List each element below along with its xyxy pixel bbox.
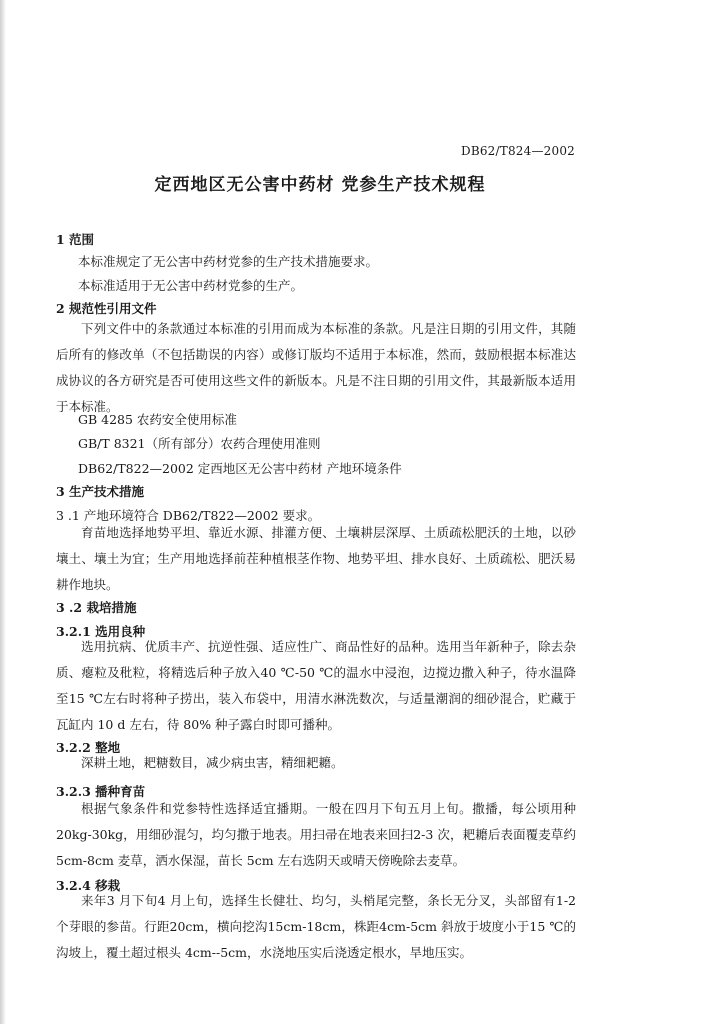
scan-edge-shadow: [0, 0, 6, 1024]
reference-item: GB/T 8321（所有部分）农药合理使用准则: [78, 436, 321, 451]
standard-code: DB62/T824—2002: [461, 144, 575, 158]
sowing-paragraph: 根据气象条件和党参特性选择适宜播期。一般在四月下旬五月上旬。撒播，每公顷用种20kg-30kg，用细砂混匀，均匀撒于地表。用扫帚在地表来回扫2-3 次，耙耱后表面覆麦草约5cm-8cm 麦草，洒水保湿，苗长 5cm 左右选阴天或晴天傍晚除去麦草。: [56, 801, 576, 868]
normative-intro-paragraph: 下列文件中的条款通过本标准的引用而成为本标准的条款。凡是注日期的引用文件，其随后所有的修改单（不包括勘误的内容）或修订版均不适用于本标准，然而，鼓励根据本标准达成协议的各方研究是否可使用这些文件的新版本。凡是不注日期的引用文件，其最新版本适用于本标准。: [56, 321, 576, 414]
section-3-heading: 3 生产技术措施: [56, 484, 145, 499]
clause-3-2-1-heading: 3.2.1 选用良种: [56, 624, 146, 639]
reference-item: DB62/T822—2002 定西地区无公害中药材 产地环境条件: [78, 461, 402, 476]
clause-3-2-heading: 3 .2 栽培措施: [56, 600, 137, 615]
transplant-paragraph: 来年3 月下旬4 月上旬，选择生长健壮、均匀，头梢尾完整，条长无分叉，头部留有1-2 个芽眼的参苗。行距20cm，横向挖沟15cm-18cm，株距4cm-5cm 斜放于坡度小于15 ℃的沟坡上，覆土超过根头 4cm--5cm，水浇地压实后浇透定根水，旱地压实。: [56, 893, 576, 960]
reference-item: GB 4285 农药安全使用标准: [78, 412, 237, 427]
section-2-heading: 2 规范性引用文件: [56, 301, 157, 316]
clause-3-2-2-heading: 3.2.2 整地: [56, 740, 121, 755]
clause-3-2-4-heading: 3.2.4 移栽: [56, 878, 121, 893]
document-title: 定西地区无公害中药材 党参生产技术规程: [154, 175, 486, 195]
clause-3-2-3-heading: 3.2.3 播种育苗: [56, 784, 146, 799]
site-selection-paragraph: 育苗地选择地势平坦、靠近水源、排灌方便、土壤耕层深厚、土质疏松肥沃的土地，以砂壤土、壤土为宜；生产用地选择前茬种植根茎作物、地势平坦、排水良好、土质疏松、肥沃易耕作地块。: [56, 525, 576, 592]
land-prep-paragraph: 深耕土地，耙糖数目，减少病虫害，精细耙耱。: [81, 755, 344, 770]
scope-line-2: 本标准适用于无公害中药材党参的生产。: [78, 278, 304, 293]
scope-line-1: 本标准规定了无公害中药材党参的生产技术措施要求。: [78, 254, 379, 269]
section-1-heading: 1 范围: [56, 232, 95, 247]
seed-selection-paragraph: 选用抗病、优质丰产、抗逆性强、适应性广、商品性好的品种。选用当年新种子，除去杂质、瘪粒及秕粒，将精选后种子放入40 ℃-50 ℃的温水中浸泡，边搅边撒入种子，待水温降至15 ℃左右时将种子捞出，装入布袋中，用清水淋洗数次，与适量潮润的细砂混合，贮藏于瓦缸内 10 d 左右，待 80% 种子露白时即可播种。: [56, 639, 576, 732]
clause-3-1: 3 .1 产地环境符合 DB62/T822—2002 要求。: [56, 508, 321, 523]
